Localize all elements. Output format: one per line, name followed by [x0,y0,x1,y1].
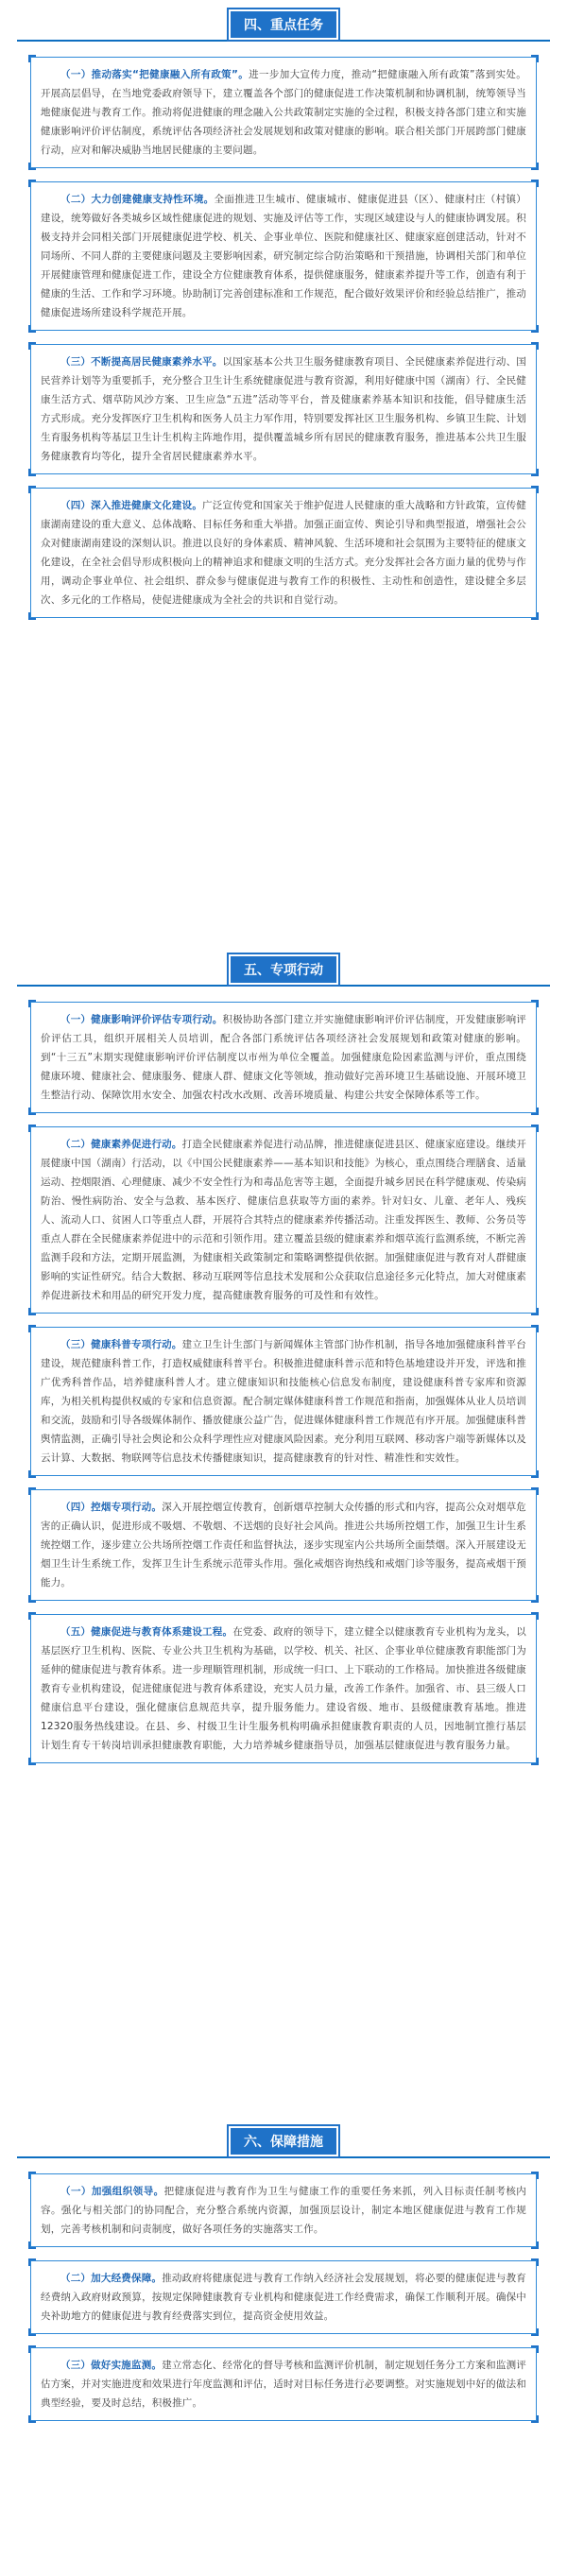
paragraph-body: 打造全民健康素养促进行动品牌，推进健康促进县区、健康家庭建设。继续开展健康中国（湖南）行活动，以《中国公民健康素养——基本知识和技能》为核心，重点围绕合理膳食、适量运动、控烟限酒、心理健康、减少不安全性行为和毒品危害等主题，全面提升城乡居民在科学健康观、传染病防治、慢性病防治、安全与急救、基本医疗、健康信息获取等方面的素养。针对妇女、儿童、老年人、残疾人、流动人口、贫困人口等重点人群，开展符合其特点的健康素养传播活动。注重发挥医生、教师、公务员等重点人群在全民健康素养促进中的示范和引领作用。建立覆盖县级的健康素养和烟草流行监测系统，不断完善监测手段和方法，定期开展监测，为健康相关政策制定和策略调整提供依据。加强健康促进与教育对人群健康影响的实证性研究。结合大数据、移动互联网等信息技术发展和公众获取信息途径多元化特点，加大对健康素养促进新技术和用品的研究开发力度，提高健康教育服务的可及性和有效性。 [41,1139,526,1301]
paragraph-heading: （一）健康影响评价评估专项行动。 [60,1014,223,1025]
paragraph-heading: （四）控烟专项行动。 [60,1502,163,1513]
action-card-2 [30,1126,537,1314]
action-card-4 [30,1489,537,1601]
section-title: 五、专项行动 [229,954,338,985]
paragraph-heading: （三）做好实施监测。 [60,2360,163,2371]
paragraph-heading: （二）加大经费保障。 [60,2273,163,2284]
paragraph [41,190,526,322]
paragraph-body: 建立卫生计生部门与新闻媒体主管部门协作机制，指导各地加强健康科普平台建设，规范健康科普工作，打造权威健康科普平台。积极推进健康科普示范和特色基地建设并开发，评选和推广优秀科普作品，培养健康科普人才。建立健康知识和技能核心信息发布制度，建设健康科普专家库和资源库，为相关机构提供权威的专家和信息资源。配合制定媒体健康科普工作规范和指南，加强媒体从业人员培训和交流，鼓励和引导各级媒体制作、播放健康公益广告，促进媒体健康科普工作规范有序开展。加强健康科普舆情监测，正确引导社会舆论和公众科学理性应对健康风险因素。充分利用互联网、移动客户端等新媒体以及云计算、大数据、物联网等信息技术传播健康知识，提高健康教育的针对性、精准性和实效性。 [41,1339,526,1464]
section-banner [17,2117,550,2158]
paragraph-body: 深入开展控烟宣传教育，创新烟草控制大众传播的形式和内容，提高公众对烟草危害的正确认识，促进形成不吸烟、不敬烟、不送烟的良好社会风尚。推进公共场所控烟工作，加强卫生计生系统控烟工作，逐步建立公共场所控烟工作责任和监督执法，逐步实现室内公共场所全面禁烟。深入开展建设无烟卫生计生系统工作，发挥卫生计生系统示范带头作用。强化戒烟咨询热线和戒烟门诊等服务，提高戒烟干预能力。 [41,1502,527,1589]
paragraph-body: 建立常态化、经常化的督导考核和监测评价机制，制定规划任务分工方案和监测评估方案，并对实施进度和效果进行年度监测和评估，适时对目标任务进行必要调整。对实施规划中好的做法和典型经验，要及时总结，积极推广。 [41,2360,527,2409]
section-title: 四、重点任务 [229,9,338,40]
paragraph-heading: （四）深入推进健康文化建设。 [60,500,203,511]
paragraph-body: 广泛宣传党和国家关于维护促进人民健康的重大战略和方针政策，宣传健康湖南建设的重大意义、总体战略、目标任务和重大举措。加强正面宣传、舆论引导和典型报道，增强社会公众对健康湖南建设的深刻认识。推进以良好的身体素质、精神风貌、生活环境和社会氛围为主要特征的健康文化建设，在全社会倡导形成积极向上的精神追求和健康文明的生活方式。充分发挥社会各方面力量的优势与作用，调动企事业单位、社会组织、群众参与健康促进与教育工作的积极性、主动性和创造性，建设健全多层次、多元化的工作格局，使促进健康成为全社会的共识和自觉行动。 [41,500,526,606]
section-title: 六、保障措施 [229,2126,338,2156]
section-key-tasks [0,0,567,618]
section-special-actions [0,945,567,1763]
paragraph-heading: （三）不断提高居民健康素养水平。 [60,356,223,368]
paragraph [41,1010,526,1105]
paragraph-body: 以国家基本公共卫生服务健康教育项目、全民健康素养促进行动、国民营养计划等为重要抓手，充分整合卫生计生系统健康促进与教育资源，利用好健康中国（湖南）行、全民健康生活方式、烟草防风沙方案、卫生应急“五进”活动等平台，普及健康素养基本知识和技能，倡导健康生活方式形成。充分发挥医疗卫生机构和医务人员主力军作用，特别要发挥社区卫生服务机构、乡镇卫生院、计划生育服务机构等基层卫生计生机构主阵地作用，提供覆盖城乡所有居民的健康教育服务，推进基本公共卫生服务健康教育均等化，提升全省居民健康素养水平。 [41,356,526,462]
action-card-1 [30,1002,537,1113]
section-safeguards [0,2117,567,2421]
task-card-4 [30,488,537,618]
paragraph-body: 推动政府将健康促进与教育工作纳入经济社会发展规划，将必要的健康促进与教育经费纳入政府财政预算，按规定保障健康教育专业机构和健康促进工作经费需求，确保工作顺利开展。确保中央补助地方的健康促进与教育经费落实到位，提高资金使用效益。 [41,2273,527,2322]
paragraph [41,352,526,466]
paragraph [41,1335,526,1468]
paragraph-heading: （一）推动落实“把健康融入所有政策”。 [60,69,249,80]
paragraph-heading: （二）健康素养促进行动。 [60,1139,182,1150]
measure-card-2 [30,2260,537,2334]
paragraph [41,496,526,610]
section-banner [17,945,550,987]
paragraph [41,1498,526,1592]
section-banner [17,0,550,42]
paragraph [41,2269,526,2326]
paragraph-body: 在党委、政府的领导下，建立健全以健康教育专业机构为龙头，以基层医疗卫生机构、医院、专业公共卫生机构为基础，以学校、机关、社区、企事业单位健康教育职能部门为延伸的健康促进与教育体系。进一步理顺管理机制，形成统一归口、上下联动的工作格局。加快推进各级健康教育专业机构建设，促进健康促进与教育体系建设，充实人员力量，改善工作条件。加强省、市、县三级人口健康信息平台建设，强化健康信息规范共享，提升服务能力。建设省级、地市、县级健康教育基地。推进12320服务热线建设。在县、乡、村级卫生计生服务机构明确承担健康教育职责的人员，因地制宜推行基层计划生育专干转岗培训承担健康教育职能，大力培养城乡健康指导员，加强基层健康促进与教育服务力量。 [41,1626,526,1751]
task-card-2 [30,181,537,331]
task-card-1 [30,57,537,168]
task-card-3 [30,344,537,474]
action-card-3 [30,1327,537,1476]
action-card-5 [30,1614,537,1763]
measure-card-3 [30,2347,537,2421]
paragraph-heading: （三）健康科普专项行动。 [60,1339,182,1350]
paragraph [41,1623,526,1755]
paragraph-heading: （一）加强组织领导。 [60,2186,164,2197]
paragraph [41,2356,526,2413]
paragraph-heading: （五）健康促进与教育体系建设工程。 [60,1626,233,1638]
measure-card-1 [30,2173,537,2247]
paragraph-heading: （二）大力创建健康支持性环境。 [60,194,215,205]
paragraph [41,65,526,160]
paragraph-body: 把健康促进与教育作为卫生与健康工作的重要任务来抓，列入目标责任制考核内容。强化与相关部门的协同配合，充分整合系统内资源，加强顶层设计，制定本地区健康促进与教育工作规划，完善考核机制和问责制度，做好各项任务的实施落实工作。 [41,2186,527,2235]
paragraph [41,2182,526,2239]
paragraph-body: 进一步加大宣传力度，推动“把健康融入所有政策”落到实处。开展高层倡导，在当地党委政府领导下，建立覆盖各个部门的健康促进工作决策机制和协调机制，统筹领导当地健康促进与教育工作。推动将促进健康的理念融入公共政策制定实施的全过程，积极支持各部门建立和实施健康影响评价评估制度，系统评估各项经济社会发展规划和政策对健康的影响。联合相关部门开展跨部门健康行动，应对和解决威胁当地居民健康的主要问题。 [41,69,526,156]
paragraph [41,1135,526,1305]
paragraph-body: 全面推进卫生城市、健康城市、健康促进县（区）、健康村庄（村镇）建设，统筹做好各类城乡区域性健康促进的规划、实施及评估等工作，实现区域建设与人的健康协调发展。积极支持并会同相关部门开展健康促进学校、机关、企事业单位、医院和健康社区、健康家庭创建活动，针对不同场所、不同人群的主要健康问题及主要影响因素，研究制定综合防治策略和干预措施，协调相关部门和单位开展健康管理和健康促进工作，建设全方位健康教育体系，提供健康服务，健康素养提升等工作，创造有利于健康的生活、工作和学习环境。协助制订完善创建标准和工作规范，配合做好效果评价和经验总结推广，推动健康促进场所建设科学规范开展。 [41,194,526,318]
paragraph-body: 积极协助各部门建立并实施健康影响评价评估制度，开发健康影响评价评估工具，组织开展相关人员培训，配合各部门系统评估各项经济社会发展规划和政策对健康的影响。到“十三五”末期实现健康影响评价评估制度以市州为单位全覆盖。加强健康危险因素监测与评价，重点围绕健康环境、健康社会、健康服务、健康人群、健康文化等领域，推动做好完善环境卫生基础设施、开展环境卫生整洁行动、保障饮用水安全、加强农村改水改厕、改善环境质量、构建公共安全保障体系等工作。 [41,1014,526,1101]
